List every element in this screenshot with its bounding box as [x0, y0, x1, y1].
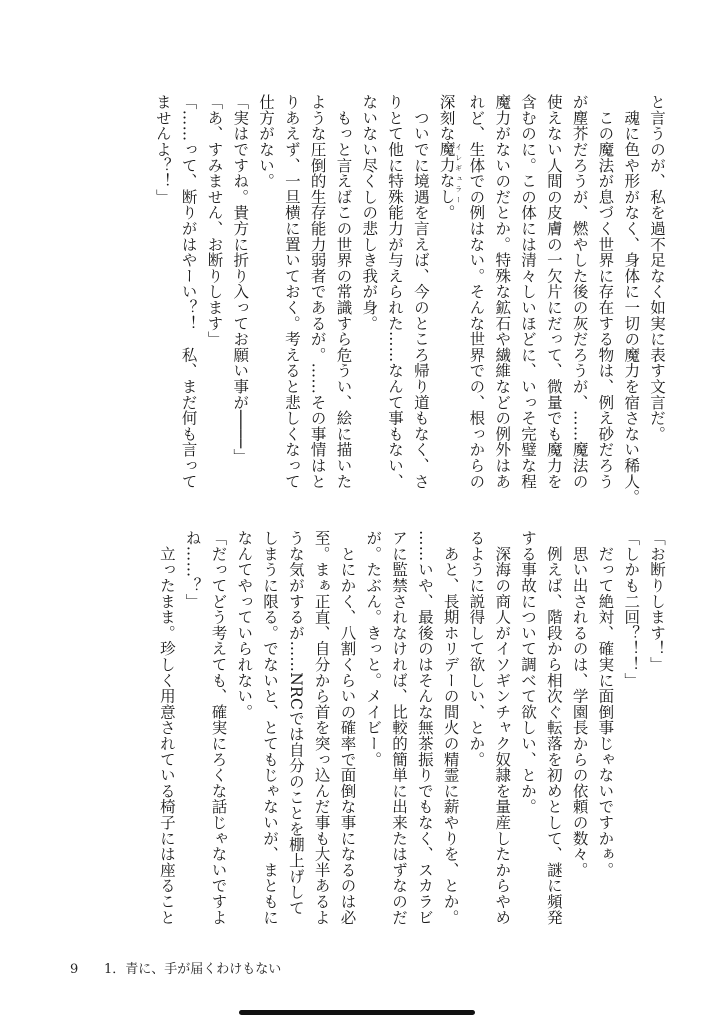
text-line: ないない尽くしの悲しき我が身。: [360, 94, 379, 331]
text-line: アに監禁されなければ、比較的簡単に出来たはずなのだ: [390, 530, 409, 925]
text-line: 含むのに。この体には清々しいほどに、いっそ完璧な程: [519, 94, 538, 489]
ruby-reading: イレギュラー: [454, 141, 463, 205]
text-line: 至。まぁ正直、自分から首を突っ込んだ事も大半あるよ: [312, 530, 331, 925]
home-indicator[interactable]: [239, 1010, 475, 1015]
text-line: 「だってどう考えても、確実にろくな話じゃないですよ: [209, 530, 228, 925]
text-line: りあえず、一旦横に置いておく。考えると悲しくなって: [282, 94, 301, 489]
text-line: 魂に色や形がなく、身体に一切の魔力を宿さない稀人。: [622, 94, 641, 505]
text-line: 仕方がない。: [257, 94, 276, 189]
text-line: 魔力がないのだとか。特殊な鉱石や繊維などの例外はあ: [493, 94, 512, 489]
text-line: るように説得して欲しい、とか。: [467, 530, 486, 767]
ruby-word: [437, 141, 463, 205]
text-line: する事故について調べて欲しい、とか。: [519, 530, 538, 815]
chapter-title: 1．青に、手が届くわけもない: [104, 962, 282, 977]
text-line: もっと言えばこの世界の常識すら危うい、絵に描いた: [334, 94, 353, 489]
text-line: 深海の商人がイソギンチャク奴隷を量産したからやめ: [493, 530, 512, 925]
text-line: 立ったまま。珍しく用意されている椅子には座ること: [157, 530, 176, 925]
text-line: 「……って、断りがはやーい？！ 私、まだ何も言って: [179, 94, 198, 489]
text-line: 「あ、すみません、お断りします」: [205, 94, 224, 347]
text-line: りとて他に特殊能力が与えられた……なんて事もない、: [386, 94, 405, 489]
ruby-suffix: 。: [437, 204, 456, 221]
ruby-prefix: 深刻な: [437, 94, 456, 142]
text-line: と言うのが、私を過不足なく如実に表す文言だ。: [648, 94, 666, 442]
text-line: が。たぶん。きっと。メイビー。: [364, 530, 383, 767]
text-line: 例えば、階段から相次ぐ転落を初めとして、謎に頻発: [544, 530, 563, 925]
text-line: あと、長期ホリデーの間火の精霊に薪やりを、とか。: [441, 530, 460, 925]
text-line: れど、生体での例はない。そんな世界での、根っからの: [467, 94, 486, 489]
text-line: なんてやっていられない。: [235, 530, 254, 720]
page-number: 9: [70, 962, 79, 977]
page-footer: [70, 958, 281, 977]
text-block-bottom: [153, 530, 669, 940]
text-line: とにかく、八割くらいの確率で面倒な事になるのは必: [338, 530, 357, 925]
text-line: この魔法が息づく世界に存在する物は、例え砂だろう: [596, 94, 615, 489]
text-line: ……いや、最後のはそんな無茶振りでもなく、スカラビ: [415, 530, 434, 925]
text-line: だって絶対、確実に面倒事じゃないですかぁ。: [596, 530, 615, 878]
text-line: うな気がするが……NRCでは自分のことを棚上げして: [286, 530, 305, 916]
text-line: 「しかも二回？！！」: [622, 530, 641, 688]
text-line: ような圧倒的生存能力弱者であるが。……その事情はと: [308, 94, 327, 489]
ruby-base: 魔力なし: [437, 141, 456, 205]
text-line: 思い出されるのは、学園長からの依頼の数々。: [570, 530, 589, 878]
text-line: 「実はですね。貴方に折り入ってお願い事が────」: [231, 94, 250, 465]
text-line: 使えない人間の皮膚の一欠片にだって、微量でも魔力を: [544, 94, 563, 489]
text-line: ついでに境遇を言えば、今のところ帰り道もなく、さ: [411, 94, 430, 489]
text-line: ね……？」: [183, 530, 202, 609]
text-line: ませんよ？！」: [153, 94, 172, 205]
text-line-with-ruby: [433, 94, 463, 509]
text-line: しまうに限る。でないと、とてもじゃないが、まともに: [261, 530, 280, 925]
text-block-top: [149, 94, 669, 509]
text-line: が塵芥だろうが、燃やした後の灰だろうが、……魔法の: [570, 94, 589, 489]
text-line: 「お断りします！」: [648, 530, 666, 673]
